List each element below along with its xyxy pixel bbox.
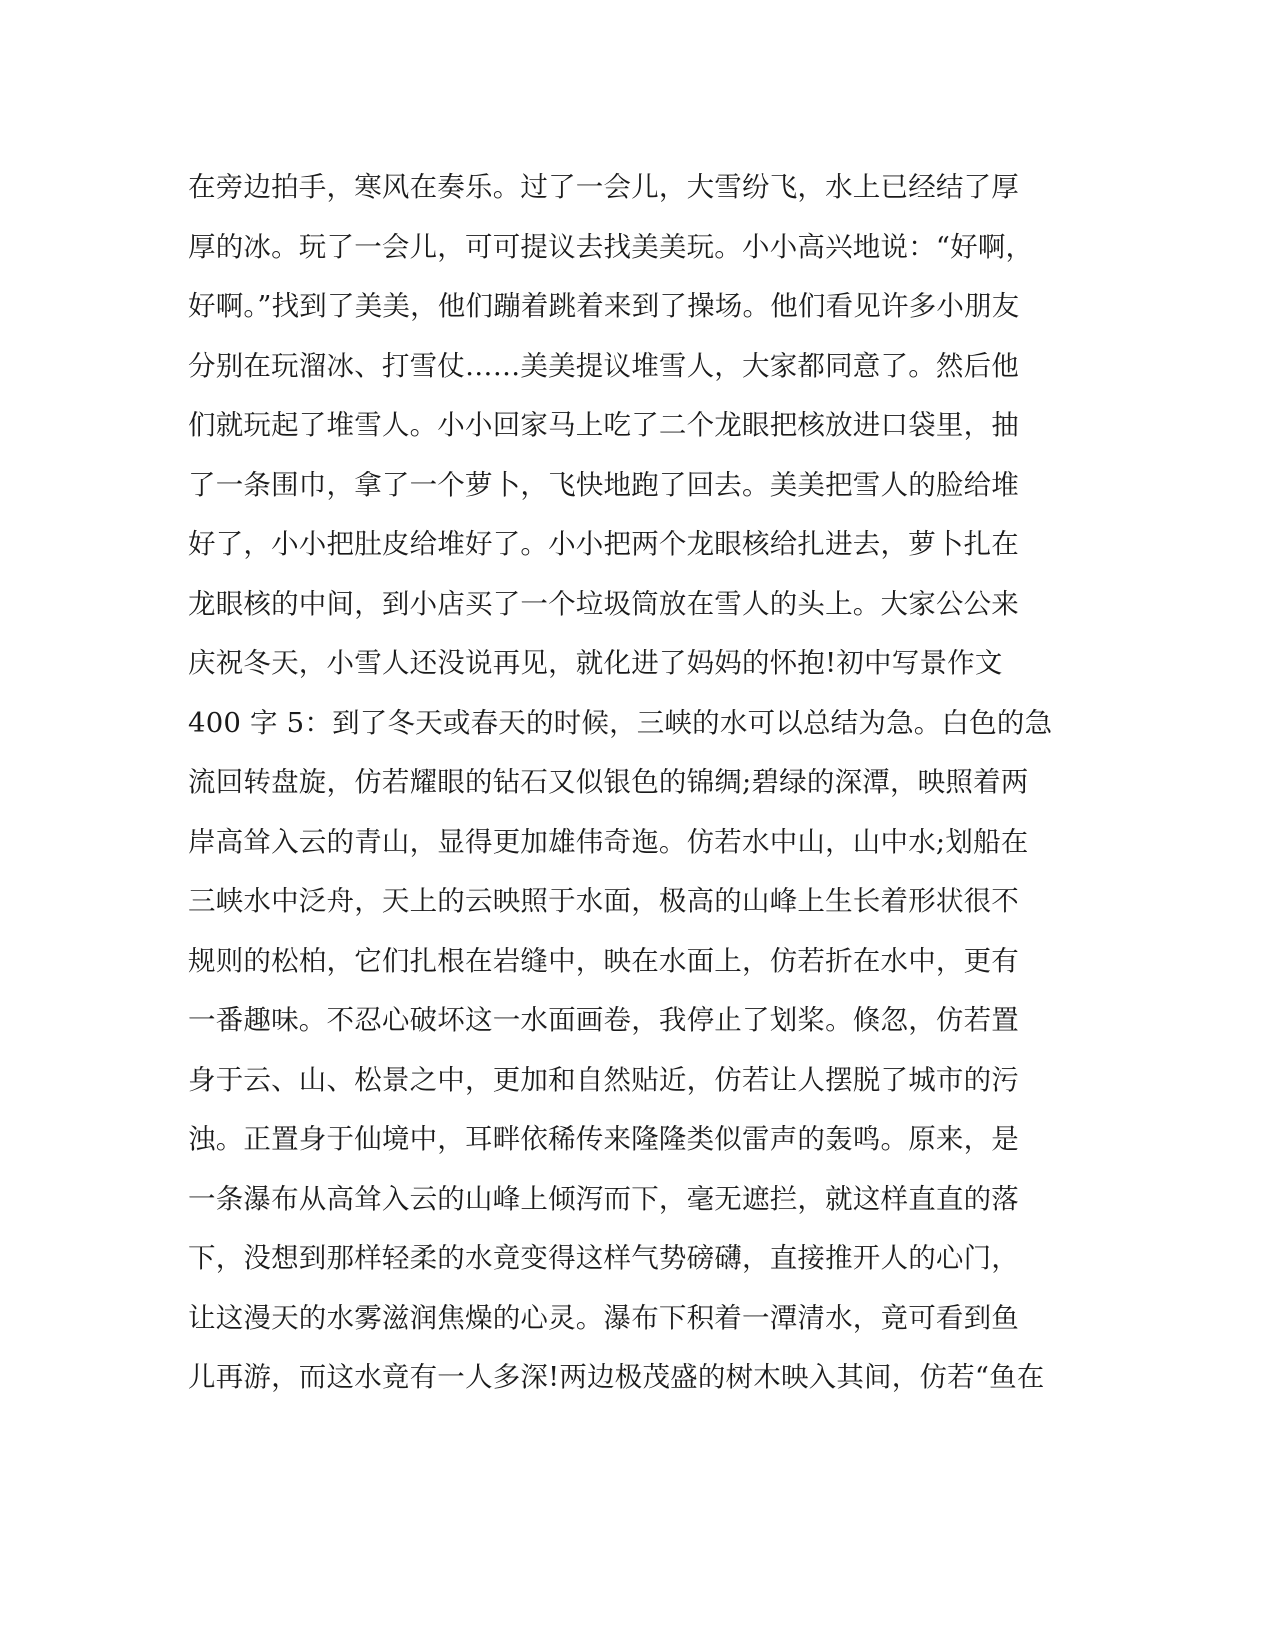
text-line: 了一条围巾，拿了一个萝卜，飞快地跑了回去。美美把雪人的脸给堆 [188,468,1019,501]
text-line: 一番趣味。不忍心破坏这一水面画卷，我停止了划桨。倏忽，仿若置 [188,1004,1019,1036]
text-line: 浊。正置身于仙境中，耳畔依稀传来隆隆类似雷声的轰鸣。原来，是 [188,1123,1019,1155]
body-text [188,158,1068,1408]
text-line: 让这漫天的水雾滋润焦燥的心灵。瀑布下积着一潭清水，竟可看到鱼 [188,1301,1019,1334]
text-line: 下，没想到那样轻柔的水竟变得这样气势磅礴，直接推开人的心门， [188,1242,1019,1274]
text-line: 流回转盘旋，仿若耀眼的钻石又似银色的锦绸;碧绿的深潭，映照着两 [188,766,1029,798]
text-line: 好啊。”找到了美美，他们蹦着跳着来到了操场。他们看见许多小朋友 [188,290,1020,322]
text-line: 400 字 5：到了冬天或春天的时候，三峡的水可以总结为急。白色的急 [188,706,1053,739]
text-line: 身于云、山、松景之中，更加和自然贴近，仿若让人摆脱了城市的污 [188,1063,1019,1096]
text-line: 好了，小小把肚皮给堆好了。小小把两个龙眼核给扎进去，萝卜扎在 [188,528,1019,560]
text-line: 在旁边拍手，寒风在奏乐。过了一会儿，大雪纷飞，水上已经结了厚 [188,171,1019,203]
text-line: 庆祝冬天，小雪人还没说再见，就化进了妈妈的怀抱!初中写景作文 [188,647,1003,679]
text-line: 岸高耸入云的青山，显得更加雄伟奇迤。仿若水中山，山中水;划船在 [188,825,1029,858]
text-line: 们就玩起了堆雪人。小小回家马上吃了二个龙眼把核放进口袋里，抽 [188,409,1019,441]
text-line: 龙眼核的中间，到小店买了一个垃圾筒放在雪人的头上。大家公公来 [188,587,1019,620]
text-line: 分别在玩溜冰、打雪仗……美美提议堆雪人，大家都同意了。然后他 [188,349,1019,382]
text-line: 儿再游，而这水竟有一人多深!两边极茂盛的树木映入其间，仿若“鱼在 [188,1361,1045,1393]
text-line: 厚的冰。玩了一会儿，可可提议去找美美玩。小小高兴地说：“好啊， [188,230,1034,263]
text-line: 规则的松柏，它们扎根在岩缝中，映在水面上，仿若折在水中，更有 [188,944,1019,977]
text-line: 三峡水中泛舟，天上的云映照于水面，极高的山峰上生长着形状很不 [188,885,1019,917]
text-line: 一条瀑布从高耸入云的山峰上倾泻而下，毫无遮拦，就这样直直的落 [188,1182,1019,1215]
